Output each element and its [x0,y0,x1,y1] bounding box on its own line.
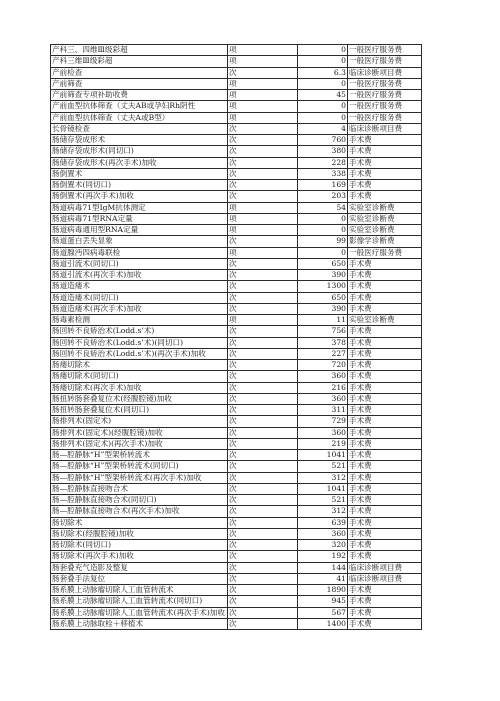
unit-cell: 项 [228,90,298,101]
table-row [51,573,422,584]
category-cell: 手术费 [348,258,422,269]
category-cell: 影像学诊断费 [348,236,422,247]
price-cell: 1041 [298,483,348,494]
item-name-cell: 肠倒置术(同切口) [51,180,228,191]
item-name-cell: 肠—腔静脉直接吻合术(同切口) [51,495,228,506]
unit-cell: 项 [228,101,298,112]
item-name-cell: 肠道病毒通用型RNA定量 [51,225,228,236]
item-name-cell: 肠—腔静脉直接吻合术 [51,483,228,494]
category-cell: 手术费 [348,618,422,629]
price-cell: 219 [298,438,348,449]
price-cell: 567 [298,607,348,618]
category-cell: 手术费 [348,405,422,416]
price-cell: 360 [298,371,348,382]
item-name-cell: 肠储存袋成形术 [51,135,228,146]
category-cell: 临床诊断项目费 [348,67,422,78]
category-cell: 手术费 [348,438,422,449]
category-cell: 临床诊断项目费 [348,573,422,584]
item-name-cell: 肠道引流术(同切口) [51,258,228,269]
category-cell: 手术费 [348,180,422,191]
price-cell: 521 [298,461,348,472]
table-row [51,135,422,146]
unit-cell: 次 [228,135,298,146]
item-name-cell: 肠道造瘘术 [51,281,228,292]
unit-cell: 次 [228,180,298,191]
table-row [51,618,422,629]
item-name-cell: 肠系膜上动脉瘤切除人工血管转流术(再次手术)加收 [51,607,228,618]
table-row [51,416,422,427]
item-name-cell: 肠储存袋成形术(同切口) [51,146,228,157]
table-row [51,101,422,112]
item-name-cell: 肠道蛋白丢失显象 [51,236,228,247]
category-cell: 一般医疗服务费 [348,247,422,258]
price-cell: 144 [298,562,348,573]
category-cell: 一般医疗服务费 [348,90,422,101]
price-cell: 360 [298,528,348,539]
table-row [51,517,422,528]
item-name-cell: 肠系膜上动脉瘤切除人工血管转流术(同切口) [51,596,228,607]
unit-cell: 次 [228,540,298,551]
table-row [51,225,422,236]
unit-cell: 次 [228,292,298,303]
table-row [51,270,422,281]
category-cell: 手术费 [348,517,422,528]
price-cell: 0 [298,45,348,56]
category-cell: 手术费 [348,416,422,427]
unit-cell: 项 [228,78,298,89]
table-row [51,551,422,562]
table-row [51,483,422,494]
unit-cell: 次 [228,517,298,528]
category-cell: 手术费 [348,292,422,303]
item-name-cell: 肠—腔静脉直接吻合术(再次手术)加收 [51,506,228,517]
unit-cell: 次 [228,405,298,416]
category-cell: 手术费 [348,157,422,168]
unit-cell: 次 [228,562,298,573]
table-row [51,146,422,157]
table-row [51,45,422,56]
unit-cell: 次 [228,596,298,607]
category-cell: 手术费 [348,461,422,472]
price-cell: 378 [298,337,348,348]
unit-cell: 次 [228,618,298,629]
price-cell: 756 [298,326,348,337]
item-name-cell: 肠回转不良矫治术(Lodd.s’术) [51,326,228,337]
category-cell: 手术费 [348,382,422,393]
table-row [51,202,422,213]
price-cell: 4 [298,123,348,134]
unit-cell: 次 [228,270,298,281]
category-cell: 手术费 [348,585,422,596]
price-cell: 0 [298,213,348,224]
unit-cell: 次 [228,528,298,539]
item-name-cell: 肠排列术(固定术) [51,416,228,427]
table-row [51,393,422,404]
category-cell: 手术费 [348,371,422,382]
unit-cell: 次 [228,607,298,618]
table-row [51,348,422,359]
price-cell: 320 [298,540,348,551]
item-name-cell: 肠系膜上动脉取栓＋移植术 [51,618,228,629]
unit-cell: 次 [228,191,298,202]
unit-cell: 次 [228,303,298,314]
table-row [51,540,422,551]
item-name-cell: 产前筛查专项补助收费 [51,90,228,101]
price-cell: 311 [298,405,348,416]
table-row [51,292,422,303]
category-cell: 实验室诊断费 [348,202,422,213]
category-cell: 手术费 [348,450,422,461]
price-cell: 360 [298,427,348,438]
price-cell: 11 [298,315,348,326]
table-row [51,191,422,202]
item-name-cell: 肠套叠充气造影及整复 [51,562,228,573]
category-cell: 实验室诊断费 [348,315,422,326]
unit-cell: 项 [228,45,298,56]
item-name-cell: 肠扭转肠套叠复位术(经腹腔镜)加收 [51,393,228,404]
unit-cell: 次 [228,382,298,393]
table-row [51,78,422,89]
unit-cell: 次 [228,506,298,517]
item-name-cell: 产前血型抗体筛查（丈夫AB或孕妇Rh阴性 [51,101,228,112]
unit-cell: 次 [228,157,298,168]
category-cell: 手术费 [348,303,422,314]
unit-cell: 次 [228,483,298,494]
item-name-cell: 肠倒置术 [51,168,228,179]
price-cell: 54 [298,202,348,213]
item-name-cell: 肠排列术(固定术)(再次手术)加收 [51,438,228,449]
price-cell: 0 [298,225,348,236]
fee-table-body [51,45,422,630]
price-cell: 650 [298,292,348,303]
table-row [51,247,422,258]
item-name-cell: 肠道造瘘术(再次手术)加收 [51,303,228,314]
unit-cell: 项 [228,56,298,67]
category-cell: 手术费 [348,596,422,607]
category-cell: 手术费 [348,472,422,483]
category-cell: 手术费 [348,427,422,438]
unit-cell: 次 [228,258,298,269]
item-name-cell: 肠切除术(经腹腔镜)加收 [51,528,228,539]
item-name-cell: 产科三维Ⅲ级彩超 [51,56,228,67]
price-cell: 0 [298,78,348,89]
price-cell: 0 [298,101,348,112]
category-cell: 实验室诊断费 [348,213,422,224]
unit-cell: 次 [228,551,298,562]
category-cell: 实验室诊断费 [348,225,422,236]
price-cell: 1890 [298,585,348,596]
item-name-cell: 肠回转不良矫治术(Lodd.s’术)(同切口) [51,337,228,348]
price-cell: 169 [298,180,348,191]
unit-cell: 次 [228,573,298,584]
unit-cell: 次 [228,438,298,449]
unit-cell: 项 [228,247,298,258]
category-cell: 手术费 [348,495,422,506]
item-name-cell: 肠瘘切除术(再次手术)加收 [51,382,228,393]
price-cell: 1400 [298,618,348,629]
price-cell: 650 [298,258,348,269]
table-row [51,123,422,134]
item-name-cell: 肠道引流术(再次手术)加收 [51,270,228,281]
item-name-cell: 肠排列术(固定术)(经腹腔镜)加收 [51,427,228,438]
item-name-cell: 肠套叠手法复位 [51,573,228,584]
category-cell: 手术费 [348,551,422,562]
unit-cell: 项 [228,202,298,213]
category-cell: 临床诊断项目费 [348,123,422,134]
category-cell: 一般医疗服务费 [348,112,422,123]
price-cell: 1041 [298,450,348,461]
unit-cell: 次 [228,416,298,427]
table-row [51,303,422,314]
category-cell: 手术费 [348,607,422,618]
unit-cell: 次 [228,348,298,359]
price-cell: 216 [298,382,348,393]
table-row [51,258,422,269]
category-cell: 手术费 [348,135,422,146]
unit-cell: 次 [228,360,298,371]
category-cell: 手术费 [348,528,422,539]
unit-cell: 次 [228,427,298,438]
category-cell: 一般医疗服务费 [348,56,422,67]
fee-table [50,44,422,630]
table-row [51,472,422,483]
item-name-cell: 肠道病毒71型IgM抗体测定 [51,202,228,213]
unit-cell: 次 [228,281,298,292]
unit-cell: 次 [228,472,298,483]
table-row [51,607,422,618]
price-cell: 521 [298,495,348,506]
category-cell: 手术费 [348,337,422,348]
unit-cell: 次 [228,461,298,472]
category-cell: 手术费 [348,348,422,359]
table-row [51,461,422,472]
item-name-cell: 肠切除术(再次手术)加收 [51,551,228,562]
table-row [51,405,422,416]
item-name-cell: 产前筛查 [51,78,228,89]
price-cell: 390 [298,303,348,314]
table-row [51,337,422,348]
unit-cell: 次 [228,67,298,78]
price-cell: 720 [298,360,348,371]
price-cell: 312 [298,472,348,483]
category-cell: 手术费 [348,483,422,494]
table-row [51,596,422,607]
category-cell: 手术费 [348,146,422,157]
item-name-cell: 肠—腔静脉“H”型架桥转流术(再次手术)加收 [51,472,228,483]
category-cell: 临床诊断项目费 [348,562,422,573]
price-cell: 192 [298,551,348,562]
category-cell: 手术费 [348,540,422,551]
price-cell: 0 [298,247,348,258]
unit-cell: 次 [228,585,298,596]
table-row [51,495,422,506]
table-row [51,281,422,292]
table-row [51,168,422,179]
unit-cell: 项 [228,213,298,224]
category-cell: 手术费 [348,360,422,371]
unit-cell: 次 [228,337,298,348]
unit-cell: 次 [228,168,298,179]
price-cell: 729 [298,416,348,427]
table-row [51,56,422,67]
table-row [51,326,422,337]
unit-cell: 次 [228,495,298,506]
category-cell: 一般医疗服务费 [348,78,422,89]
item-name-cell: 肠道造瘘术(同切口) [51,292,228,303]
price-cell: 99 [298,236,348,247]
table-row [51,315,422,326]
category-cell: 手术费 [348,281,422,292]
table-row [51,382,422,393]
price-cell: 1300 [298,281,348,292]
table-row [51,157,422,168]
item-name-cell: 肠—腔静脉“H”型架桥转流术(同切口) [51,461,228,472]
unit-cell: 次 [228,326,298,337]
table-row [51,213,422,224]
item-name-cell: 肠扭转肠套叠复位术(同切口) [51,405,228,416]
item-name-cell: 肠切除术 [51,517,228,528]
item-name-cell: 长骨镜检查 [51,123,228,134]
item-name-cell: 肠系膜上动脉瘤切除人工血管转流术 [51,585,228,596]
item-name-cell: 产科三、四维Ⅲ级彩超 [51,45,228,56]
item-name-cell: 肠倒置术(再次手术)加收 [51,191,228,202]
price-cell: 945 [298,596,348,607]
price-cell: 203 [298,191,348,202]
price-cell: 227 [298,348,348,359]
price-cell: 0 [298,112,348,123]
price-cell: 360 [298,393,348,404]
price-cell: 228 [298,157,348,168]
table-row [51,438,422,449]
item-name-cell: 肠瘘切除术 [51,360,228,371]
table-row [51,450,422,461]
category-cell: 手术费 [348,326,422,337]
price-cell: 6.3 [298,67,348,78]
unit-cell: 项 [228,225,298,236]
category-cell: 手术费 [348,270,422,281]
category-cell: 手术费 [348,506,422,517]
item-name-cell: 肠—腔静脉“H”型架桥转流术 [51,450,228,461]
price-cell: 338 [298,168,348,179]
price-cell: 390 [298,270,348,281]
unit-cell: 次 [228,393,298,404]
table-row [51,236,422,247]
price-cell: 0 [298,56,348,67]
item-name-cell: 产前检查 [51,67,228,78]
item-name-cell: 肠道腺沔四病毒联检 [51,247,228,258]
unit-cell: 项 [228,112,298,123]
table-row [51,371,422,382]
item-name-cell: 产前血型抗体筛查（丈夫A或B型） [51,112,228,123]
category-cell: 手术费 [348,393,422,404]
category-cell: 手术费 [348,191,422,202]
price-cell: 41 [298,573,348,584]
unit-cell: 次 [228,371,298,382]
table-row [51,67,422,78]
category-cell: 一般医疗服务费 [348,101,422,112]
category-cell: 一般医疗服务费 [348,45,422,56]
price-cell: 45 [298,90,348,101]
item-name-cell: 肠储存袋成形术(再次手术)加收 [51,157,228,168]
table-row [51,585,422,596]
unit-cell: 次 [228,146,298,157]
category-cell: 手术费 [348,168,422,179]
unit-cell: 次 [228,450,298,461]
table-row [51,360,422,371]
unit-cell: 次 [228,123,298,134]
price-cell: 380 [298,146,348,157]
item-name-cell: 肠瘘切除术(同切口) [51,371,228,382]
unit-cell: 次 [228,236,298,247]
price-cell: 312 [298,506,348,517]
item-name-cell: 肠切除术(同切口) [51,540,228,551]
item-name-cell: 肠毒素检测 [51,315,228,326]
table-row [51,506,422,517]
table-row [51,90,422,101]
unit-cell: 项 [228,315,298,326]
table-row [51,427,422,438]
table-row [51,112,422,123]
price-cell: 639 [298,517,348,528]
table-row [51,528,422,539]
table-row [51,562,422,573]
item-name-cell: 肠道病毒71型RNA定量 [51,213,228,224]
table-row [51,180,422,191]
item-name-cell: 肠回转不良矫治术(Lodd.s’术)(再次手术)加收 [51,348,228,359]
price-cell: 760 [298,135,348,146]
